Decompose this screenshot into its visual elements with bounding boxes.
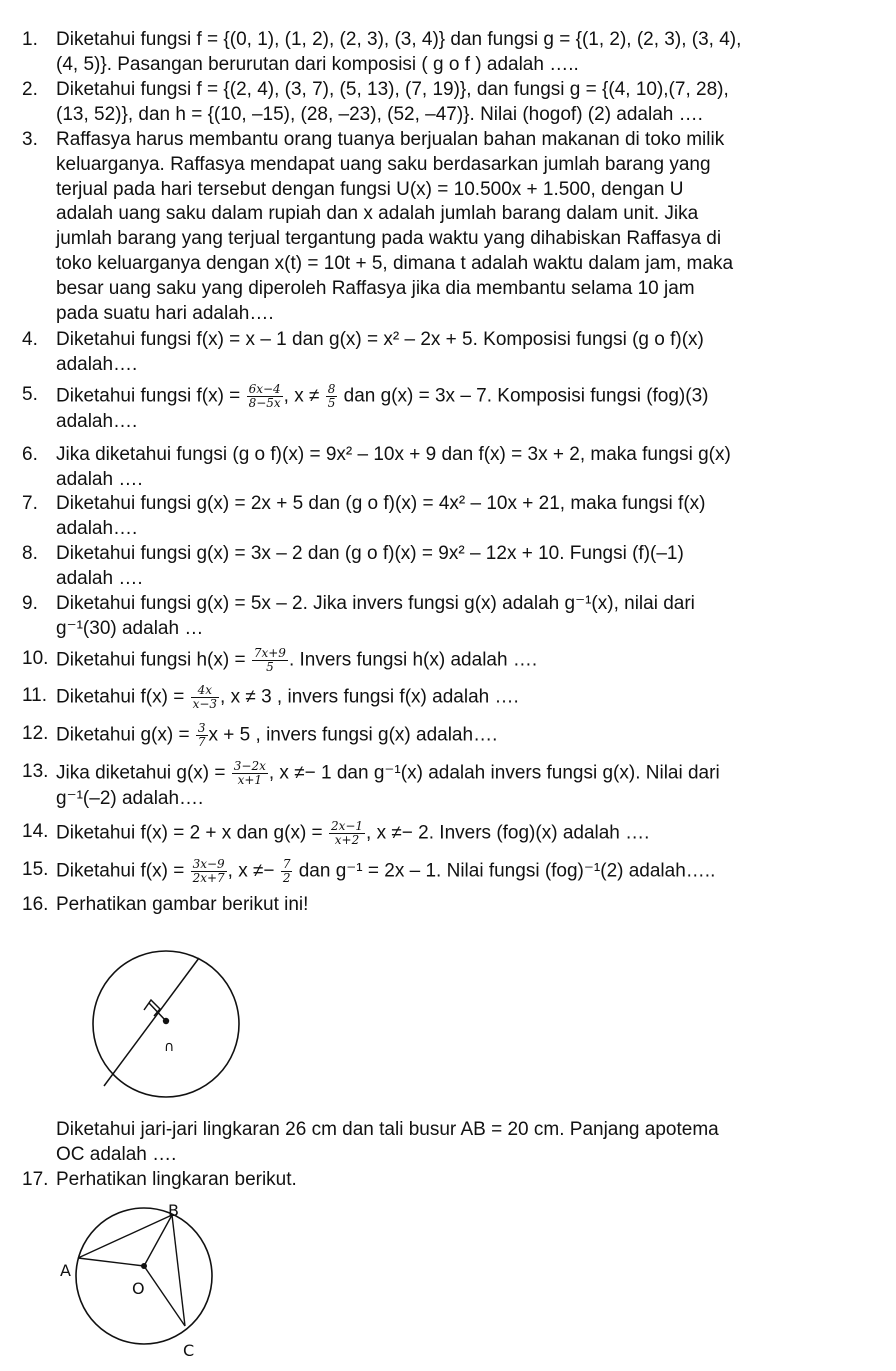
question-15: [22, 858, 874, 885]
fraction-numerator: 4x: [191, 684, 219, 698]
chord-ab: [78, 1215, 172, 1258]
fraction: [326, 383, 338, 410]
question-text-line: Perhatikan lingkaran berikut.: [56, 1169, 297, 1190]
question-text-line: Diketahui fungsi f = {(2, 4), (3, 7), (5, 13), (7, 19)}, dan fungsi g = {(4, 10),(7, 28),: [56, 79, 729, 100]
question-6: [22, 443, 874, 493]
question-text-line: Diketahui fungsi g(x) = 3x – 2 dan (g o f)(x) = 9x² – 12x + 10. Fungsi (f)(–1): [56, 543, 684, 564]
question-number: 7.: [22, 493, 38, 514]
fraction-numerator: 7: [282, 857, 291, 871]
question-text-line: g⁻¹(–2) adalah….: [56, 788, 204, 809]
question-10: [22, 647, 874, 674]
question-text: Diketahui f(x) = 2 + x dan g(x) =: [56, 822, 328, 844]
fraction: [252, 647, 288, 674]
fraction-numerator: 7x+9: [253, 646, 286, 660]
fraction-denominator: x−3: [192, 697, 218, 711]
question-text: Diketahui fungsi h(x) =: [56, 649, 251, 671]
question-text-line: Raffasya harus membantu orang tuanya berjualan bahan makanan di toko milik: [56, 129, 725, 150]
fraction-denominator: x+1: [237, 773, 263, 787]
radius-ob: [144, 1215, 172, 1266]
question-text-line: adalah ….: [56, 567, 143, 589]
fraction-denominator: 8−5x: [248, 396, 281, 410]
question-2: [22, 78, 874, 128]
fraction: [232, 760, 268, 787]
fraction: [191, 858, 227, 885]
question-17: [22, 1168, 874, 1193]
question-text-line: adalah uang saku dalam rupiah dan x adalah jumlah barang dalam unit. Jika: [56, 203, 699, 225]
question-16-text: [22, 1118, 874, 1168]
label-a: A: [60, 1261, 71, 1280]
fraction-numerator: 3−2x: [233, 759, 266, 773]
fraction-denominator: 7: [197, 735, 206, 749]
question-text: , x ≠− 1 dan g⁻¹(x) adalah invers fungsi g(x). Nilai dari: [268, 762, 720, 784]
fraction: [247, 383, 283, 410]
question-14: [22, 820, 874, 847]
label-c: C: [183, 1341, 195, 1360]
question-text-line: Diketahui jari-jari lingkaran 26 cm dan tali busur AB = 20 cm. Panjang apotema: [56, 1119, 719, 1140]
question-text: , x ≠− 2. Invers (fog)(x) adalah ….: [366, 822, 650, 844]
question-text: x + 5 , invers fungsi g(x) adalah….: [208, 724, 498, 746]
question-16: [22, 893, 874, 918]
question-text-line: (4, 5)}. Pasangan berurutan dari komposisi ( g o f ) adalah …..: [56, 53, 579, 75]
question-text: dan g(x) = 3x – 7. Komposisi fungsi (fog)(3): [338, 385, 709, 407]
center-point-o: [141, 1263, 147, 1269]
question-text-line: keluarganya. Raffasya mendapat uang saku berdasarkan jumlah barang yang: [56, 153, 711, 175]
question-text-line: terjual pada hari tersebut dengan fungsi U(x) = 10.500x + 1.500, dengan U: [56, 178, 684, 200]
question-text: . Invers fungsi h(x) adalah ….: [288, 649, 538, 671]
center-label: ∩: [164, 1039, 175, 1055]
question-text-line: adalah….: [56, 411, 138, 432]
question-text: Diketahui fungsi f(x) =: [56, 385, 246, 407]
question-text: Diketahui f(x) =: [56, 860, 190, 882]
question-9: [22, 592, 874, 642]
question-text-line: pada suatu hari adalah….: [56, 302, 274, 324]
question-1: [22, 28, 874, 78]
question-text: , x ≠ 3 , invers fungsi f(x) adalah ….: [220, 686, 519, 708]
question-text-line: adalah….: [56, 353, 138, 375]
fraction-denominator: 5: [327, 396, 336, 410]
question-text: Diketahui f(x) =: [56, 686, 190, 708]
question-number: 16.: [22, 894, 49, 915]
question-text-line: OC adalah ….: [56, 1143, 177, 1165]
question-7: [22, 492, 874, 542]
question-text-line: Diketahui fungsi g(x) = 5x – 2. Jika invers fungsi g(x) adalah g⁻¹(x), nilai dari: [56, 593, 695, 614]
center-point-o: [163, 1018, 169, 1024]
question-text-line: Diketahui fungsi f(x) = x – 1 dan g(x) = x² – 2x + 5. Komposisi fungsi (g o f)(x): [56, 329, 704, 350]
question-text-line: besar uang saku yang diperoleh Raffasya jika dia membantu selama 10 jam: [56, 277, 695, 299]
question-text-line: (13, 52)}, dan h = {(10, –15), (28, –23), (52, –47)}. Nilai (hogof) (2) adalah ….: [56, 103, 703, 125]
question-text-line: adalah ….: [56, 468, 143, 490]
question-number: 2.: [22, 79, 38, 100]
question-number: 15.: [22, 859, 49, 880]
question-text: , x ≠−: [227, 860, 280, 882]
label-o: O: [132, 1279, 145, 1298]
question-number: 8.: [22, 543, 38, 564]
question-13: [22, 760, 874, 812]
question-5: [22, 383, 874, 435]
question-text-line: Perhatikan gambar berikut ini!: [56, 894, 309, 915]
question-number: 5.: [22, 384, 38, 405]
fraction-denominator: x+2: [334, 833, 360, 847]
question-number: 11.: [22, 685, 48, 706]
question-number: 9.: [22, 593, 38, 614]
fraction-denominator: 5: [266, 660, 274, 674]
question-text-line: Diketahui fungsi f = {(0, 1), (1, 2), (2, 3), (3, 4)} dan fungsi g = {(1, 2), (2, 3), (3, 4),: [56, 29, 742, 50]
question-text: Diketahui g(x) =: [56, 724, 195, 746]
question-12: [22, 722, 874, 749]
fraction-numerator: 8: [327, 382, 336, 396]
question-8: [22, 542, 874, 592]
question-number: 12.: [22, 723, 49, 744]
question-number: 10.: [22, 648, 49, 669]
question-text-line: g⁻¹(30) adalah …: [56, 617, 204, 639]
question-text: dan g⁻¹ = 2x – 1. Nilai fungsi (fog)⁻¹(2) adalah…..: [293, 860, 716, 882]
label-b: B: [168, 1201, 179, 1220]
fraction-numerator: 6x−4: [248, 382, 281, 396]
question-number: 3.: [22, 129, 38, 150]
fraction-denominator: 2: [282, 871, 291, 885]
fraction-denominator: 2x+7: [192, 871, 225, 885]
chord-ab: [104, 958, 199, 1086]
question-text-line: jumlah barang yang terjual tergantung pada waktu yang dihabiskan Raffasya di: [56, 228, 722, 250]
question-text-line: Jika diketahui fungsi (g o f)(x) = 9x² – 10x + 9 dan f(x) = 3x + 2, maka fungsi g(x): [56, 444, 731, 465]
fraction-numerator: 3x−9: [192, 857, 225, 871]
question-11: [22, 684, 874, 711]
question-number: 13.: [22, 761, 49, 782]
question-number: 14.: [22, 821, 49, 842]
question-text-line: toko keluarganya dengan x(t) = 10t + 5, dimana t adalah waktu dalam jam, maka: [56, 252, 734, 274]
question-text: Jika diketahui g(x) =: [56, 762, 231, 784]
question-number: 17.: [22, 1169, 49, 1190]
fraction: [281, 858, 293, 885]
question-text: , x ≠: [283, 385, 325, 407]
question-4: [22, 328, 874, 378]
question-text-line: Diketahui fungsi g(x) = 2x + 5 dan (g o f)(x) = 4x² – 10x + 21, maka fungsi f(x): [56, 493, 706, 514]
fraction-numerator: 3: [197, 721, 206, 735]
fraction: [329, 820, 365, 847]
figure-16-circle-diagram: [88, 948, 248, 1100]
figure-17-circle-diagram: [52, 1198, 232, 1368]
question-3: [22, 128, 874, 326]
fraction: [196, 722, 208, 749]
question-number: 4.: [22, 329, 38, 350]
question-number: 1.: [22, 29, 38, 50]
fraction: [191, 684, 219, 711]
radius-oa: [78, 1258, 144, 1266]
question-text-line: adalah….: [56, 517, 138, 539]
fraction-numerator: 2x−1: [330, 819, 364, 833]
question-number: 6.: [22, 444, 38, 465]
